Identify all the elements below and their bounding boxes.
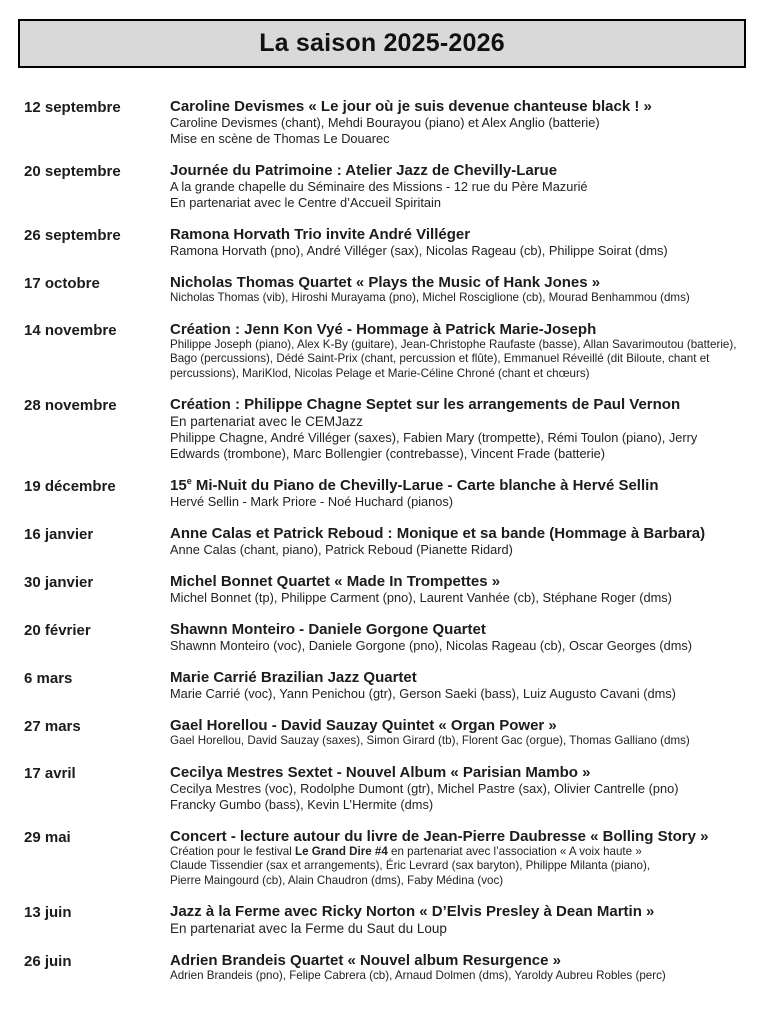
event-row <box>24 621 744 654</box>
event-line: Gael Horellou, David Sauzay (saxes), Simon Girard (tb), Florent Gac (orgue), Thomas Galliano (dms) <box>170 734 690 747</box>
event-line: Philippe Joseph (piano), Alex K-By (guitare), Jean-Christophe Raufaste (basse), Allan Savarimoutou (batterie), Bago (percussions), Dédé Saint-Prix (chant, percussion et flûte), Emmanuel Réveillé (dit Biloute, chant et percussions), MariKlod, Nicolas Pelage et Marie-Céline Chroné (chant et chœurs) <box>170 337 737 380</box>
line-segment: en partenariat avec l’association « A voix haute » <box>387 844 642 858</box>
event-date: 20 février <box>24 622 91 639</box>
event-title: Shawnn Monteiro - Daniele Gorgone Quartet <box>170 621 486 638</box>
event-line <box>170 845 744 860</box>
event-line: Shawnn Monteiro (voc), Daniele Gorgone (pno), Nicolas Rageau (cb), Oscar Georges (dms) <box>170 638 693 653</box>
event-row <box>24 952 744 984</box>
event-title <box>170 477 744 494</box>
event-title: Michel Bonnet Quartet « Made In Trompettes » <box>170 573 501 590</box>
event-line: Ramona Horvath (pno), André Villéger (sax), Nicolas Rageau (cb), Philippe Soirat (dms) <box>170 243 668 258</box>
event-body <box>170 828 744 889</box>
event-body <box>170 621 744 654</box>
event-row <box>24 396 744 462</box>
event-row <box>24 764 744 813</box>
event-title: Caroline Devismes « Le jour où je suis devenue chanteuse black ! » <box>170 98 652 115</box>
event-body <box>170 98 744 147</box>
line-segment: Création pour le festival <box>170 844 296 858</box>
event-row <box>24 717 744 749</box>
event-line: Anne Calas (chant, piano), Patrick Reboud (Pianette Ridard) <box>170 542 513 557</box>
event-line: En partenariat avec le Centre d’Accueil Spiritain <box>170 195 442 210</box>
event-line: Mise en scène de Thomas Le Douarec <box>170 131 390 146</box>
event-line: Adrien Brandeis (pno), Felipe Cabrera (cb), Arnaud Dolmen (dms), Yaroldy Aubreu Robles (perc) <box>170 969 666 982</box>
event-body <box>170 717 744 749</box>
event-date: 17 octobre <box>24 275 100 292</box>
event-line: A la grande chapelle du Séminaire des Missions - 12 rue du Père Mazurié <box>170 179 588 194</box>
title-superscript: e <box>186 476 192 486</box>
event-title: Jazz à la Ferme avec Ricky Norton « D’Elvis Presley à Dean Martin » <box>170 903 655 920</box>
event-row <box>24 321 744 382</box>
event-line: Hervé Sellin - Mark Priore - Noé Huchard (pianos) <box>170 494 454 509</box>
event-date: 16 janvier <box>24 526 94 543</box>
event-title: Journée du Patrimoine : Atelier Jazz de Chevilly-Larue <box>170 162 558 179</box>
event-row <box>24 274 744 306</box>
event-date: 13 juin <box>24 904 72 921</box>
event-row <box>24 903 744 937</box>
title-segment: Mi-Nuit du Piano de Chevilly-Larue - Carte blanche à Hervé Sellin <box>191 477 659 494</box>
event-line: Nicholas Thomas (vib), Hiroshi Murayama (pno), Michel Rosciglione (cb), Mourad Benhammou (dms) <box>170 291 690 304</box>
season-header-box <box>18 19 746 68</box>
event-title: Anne Calas et Patrick Reboud : Monique et sa bande (Hommage à Barbara) <box>170 525 706 542</box>
event-date: 20 septembre <box>24 163 121 180</box>
event-line: Marie Carrié (voc), Yann Penichou (gtr), Gerson Saeki (bass), Luiz Augusto Cavani (dms) <box>170 686 676 701</box>
event-line: Philippe Chagne, André Villéger (saxes), Fabien Mary (trompette), Rémi Toulon (piano), Jerry Edwards (trombone), Marc Bollengier (contrebasse), Vincent Frade (batterie) <box>170 430 698 461</box>
event-body <box>170 162 744 211</box>
event-title: Concert - lecture autour du livre de Jean-Pierre Daubresse « Bolling Story » <box>170 827 709 845</box>
event-line: Cecilya Mestres (voc), Rodolphe Dumont (gtr), Michel Pastre (sax), Olivier Cantrelle (pno) <box>170 780 679 796</box>
line-segment-bold: Le Grand Dire #4 <box>295 844 388 858</box>
event-title: Ramona Horvath Trio invite André Villéger <box>170 226 471 243</box>
event-body <box>170 952 744 984</box>
event-body <box>170 321 744 382</box>
event-body <box>170 274 744 306</box>
event-body <box>170 396 744 462</box>
event-title: Création : Jenn Kon Vyé - Hommage à Patrick Marie-Joseph <box>170 320 597 338</box>
event-body <box>170 903 744 937</box>
event-row <box>24 162 744 211</box>
event-title: Marie Carrié Brazilian Jazz Quartet <box>170 669 417 686</box>
event-date: 29 mai <box>24 828 71 846</box>
event-line: Pierre Maingourd (cb), Alain Chaudron (dms), Faby Médina (voc) <box>170 873 504 887</box>
event-date: 27 mars <box>24 718 81 735</box>
event-body <box>170 669 744 702</box>
event-row <box>24 669 744 702</box>
event-row <box>24 525 744 558</box>
event-line: Caroline Devismes (chant), Mehdi Bourayou (piano) et Alex Anglio (batterie) <box>170 115 600 130</box>
events-list <box>18 98 746 984</box>
event-date: 26 juin <box>24 953 72 970</box>
event-date: 28 novembre <box>24 397 117 414</box>
event-date: 30 janvier <box>24 574 94 591</box>
event-date: 12 septembre <box>24 99 121 116</box>
event-body <box>170 226 744 259</box>
event-title: Cecilya Mestres Sextet - Nouvel Album « Parisian Mambo » <box>170 763 591 781</box>
event-line: Claude Tissendier (sax et arrangements), Éric Levrard (sax baryton), Philippe Milanta (piano), <box>170 859 651 872</box>
event-body <box>170 573 744 606</box>
page-title: La saison 2025-2026 <box>259 29 505 57</box>
title-segment: 15 <box>170 477 187 494</box>
event-row <box>24 573 744 606</box>
event-row <box>24 226 744 259</box>
event-row <box>24 828 744 889</box>
event-title: Nicholas Thomas Quartet « Plays the Music of Hank Jones » <box>170 274 601 291</box>
event-row <box>24 477 744 510</box>
event-row <box>24 98 744 147</box>
event-title: Création : Philippe Chagne Septet sur les arrangements de Paul Vernon <box>170 396 681 413</box>
event-line: En partenariat avec la Ferme du Saut du Loup <box>170 921 447 936</box>
event-date: 6 mars <box>24 670 73 687</box>
event-date: 19 décembre <box>24 478 116 495</box>
event-title: Adrien Brandeis Quartet « Nouvel album Resurgence » <box>170 952 561 969</box>
event-line: Francky Gumbo (bass), Kevin L’Hermite (dms) <box>170 796 434 812</box>
event-line: Michel Bonnet (tp), Philippe Carment (pno), Laurent Vanhée (cb), Stéphane Roger (dms) <box>170 590 672 605</box>
event-body <box>170 525 744 558</box>
event-title: Gael Horellou - David Sauzay Quintet « Organ Power » <box>170 717 557 734</box>
event-body <box>170 477 744 510</box>
event-date: 14 novembre <box>24 321 117 339</box>
event-body <box>170 764 744 813</box>
event-line: En partenariat avec le CEMJazz <box>170 414 363 429</box>
event-date: 17 avril <box>24 764 76 782</box>
event-date: 26 septembre <box>24 227 121 244</box>
